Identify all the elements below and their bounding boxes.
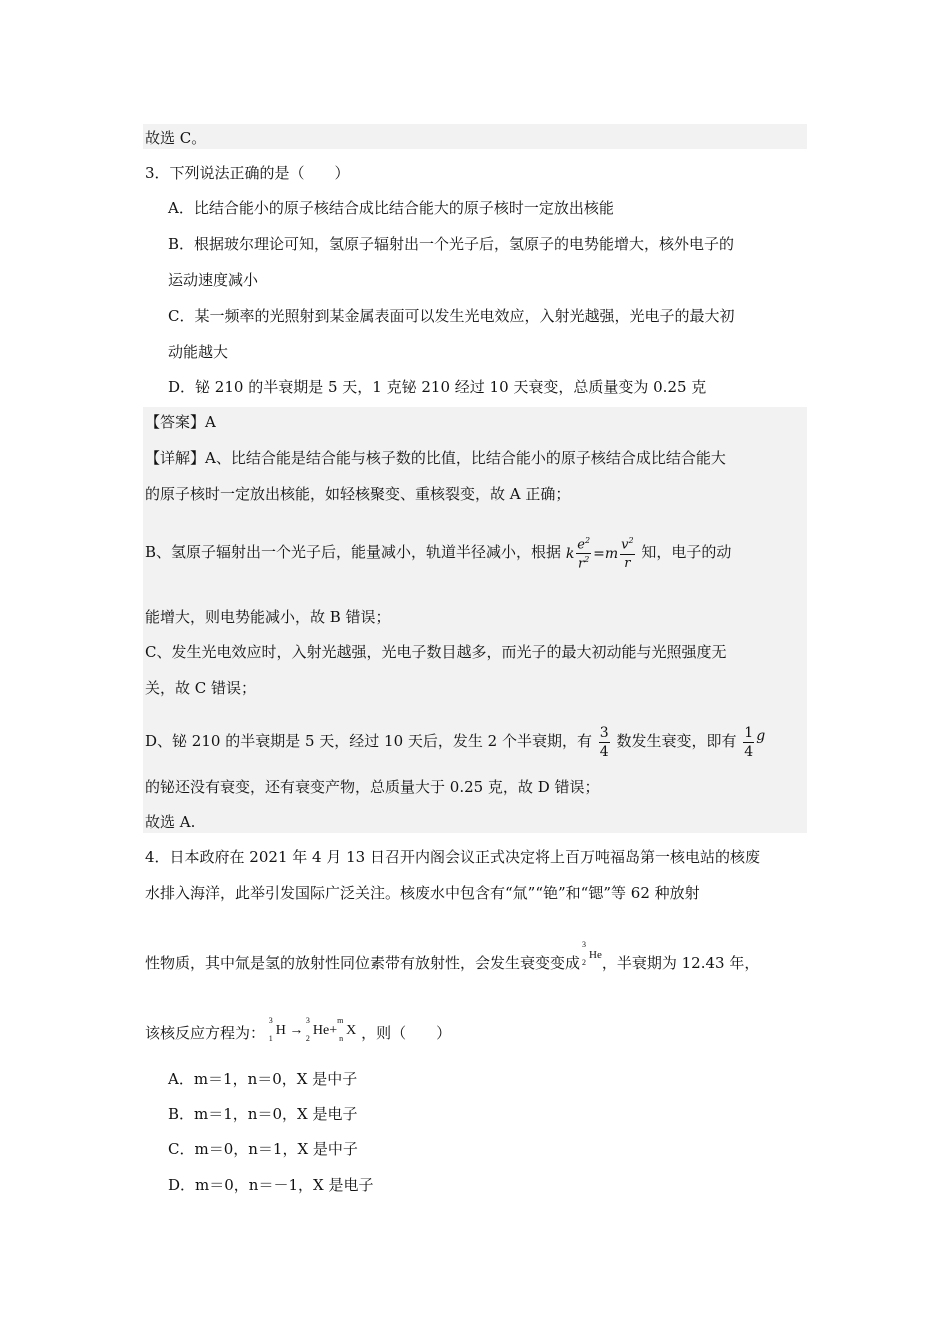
q3-option-b-line1: B．根据玻尔理论可知，氢原子辐射出一个光子后，氢原子的电势能增大，核外电子的 [168, 235, 735, 253]
q4-option-c: C．m＝0，n＝1，X 是中子 [168, 1140, 358, 1158]
q4-line4-text-end: ，则（ ） [361, 1024, 452, 1042]
q4-line4-text: 该核反应方程为： [145, 1024, 266, 1042]
q3-answer: 【答案】A [145, 413, 216, 431]
prev-answer-shade [143, 124, 807, 149]
q4-line1: 4．日本政府在 2021 年 4 月 13 日召开内阁会议正式决定将上百万吨福岛第一核电站的核废 [145, 848, 760, 866]
prev-conclusion: 故选 C。 [145, 129, 207, 147]
fraction-three-quarters: $\frac{3}{4}$ [599, 724, 609, 760]
q4-line2: 水排入海洋，此举引发国际广泛关注。核废水中包含有“氚”“铯”和“锶”等 62 种放射 [145, 884, 700, 902]
detail-d-text-mid: 数发生衰变，即有 [616, 732, 737, 750]
q3-detail-d [145, 716, 765, 761]
helium-nuclide-product: 3 He 2 [305, 1016, 330, 1043]
q3-detail-c-line2: 关，故 C 错误； [145, 679, 257, 697]
q3-detail-d-line2: 的铋还没有衰变，还有衰变产物，总质量大于 0.25 克，故 D 错误； [145, 778, 600, 796]
arrow-icon: → [289, 1023, 304, 1038]
q3-option-b-line2: 运动速度减小 [168, 271, 259, 289]
unit-g: g [756, 728, 766, 744]
fraction-one-quarter: $\frac{1}{4}$ [744, 724, 754, 760]
nuclear-equation: 3 H 1 → 3 He 2 + m X n [268, 1016, 357, 1043]
helium-nuclide: 3 He 2 [582, 940, 602, 967]
q3-detail-c-line1: C、发生光电效应时，入射光越强，光电子数目越多，而光子的最大初动能与光照强度无 [145, 643, 727, 661]
q3-detail-line1: 【详解】A、比结合能是结合能与核子数的比值，比结合能小的原子核结合成比结合能大 [145, 449, 726, 467]
q3-conclusion: 故选 A. [145, 813, 196, 831]
q3-option-c-line1: C．某一频率的光照射到某金属表面可以发生光电效应，入射光越强，光电子的最大初 [168, 307, 735, 325]
q3-detail-b-line2: 能增大，则电势能减小，故 B 错误； [145, 608, 391, 626]
detail-d-text: D、铋 210 的半衰期是 5 天，经过 10 天后，发生 2 个半衰期，有 [145, 732, 592, 750]
q3-option-a: A．比结合能小的原子核结合成比结合能大的原子核时一定放出核能 [168, 199, 614, 217]
q4-line3 [145, 940, 760, 973]
q3-stem: 3．下列说法正确的是（ ） [145, 164, 350, 182]
q3-detail-b [145, 532, 731, 574]
q3-option-c-line2: 动能越大 [168, 343, 229, 361]
x-particle: m X n [337, 1016, 357, 1043]
q4-option-a: A．m＝1，n＝0，X 是中子 [168, 1070, 358, 1088]
q4-line3-text: 性物质，其中氚是氢的放射性同位素带有放射性，会发生衰变变成 [145, 954, 581, 972]
tritium-nuclide: 3 H 1 [268, 1016, 286, 1043]
detail-b-text: B、氢原子辐射出一个光子后，能量减小，轨道半径减小，根据 [145, 543, 562, 561]
coulomb-formula: k $\frac{e^2}{r^2}$ =m $\frac{v^2}{r}$ [565, 535, 634, 572]
detail-b-text-end: 知，电子的动 [641, 543, 732, 561]
q4-option-b: B．m＝1，n＝0，X 是电子 [168, 1105, 358, 1123]
q4-line3-text-end: ，半衰期为 12.43 年， [601, 954, 760, 972]
q3-detail-line2: 的原子核时一定放出核能，如轻核聚变、重核裂变，故 A 正确； [145, 485, 571, 503]
q4-line4 [145, 1016, 452, 1043]
q4-option-d: D．m＝0，n＝－1，X 是电子 [168, 1176, 374, 1194]
q3-option-d: D．铋 210 的半衰期是 5 天，1 克铋 210 经过 10 天衰变，总质量变为 0.25 克 [168, 378, 707, 396]
